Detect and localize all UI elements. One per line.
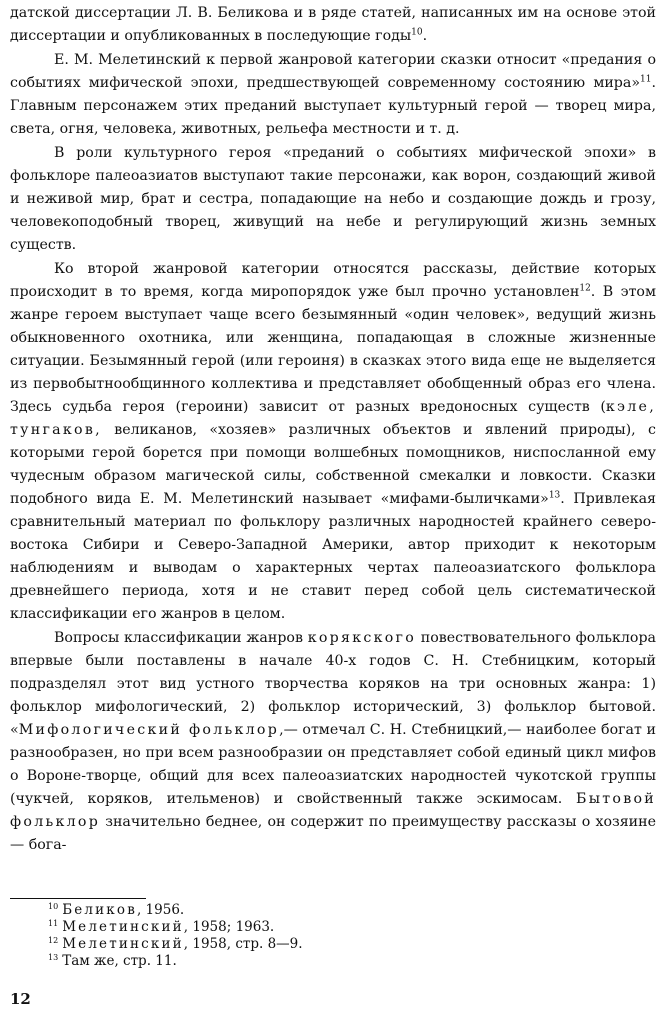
footnote-text: , 1958; 1963. bbox=[183, 919, 275, 935]
footnote-divider bbox=[10, 898, 146, 899]
footnote-ref: 13 bbox=[548, 490, 561, 501]
paragraph bbox=[10, 627, 656, 857]
paragraph bbox=[10, 2, 656, 48]
text-run: Е. М. Мелетинский к первой жанровой категории сказки относит «предания о событиях мифической эпохи, предшествующей современному состоянию мира» bbox=[10, 52, 656, 91]
text-run: . Привлекая сравнительный материал по фольклору различных народностей крайнего северо-востока Сибири и Северо-Западной Америки, автор приходит к некоторым наблюдениям и выводам о характерных чертах палеоазиатского фольклора древнейшего периода, хотя и не ставит перед собой цель систематической классификации его жанров в целом. bbox=[10, 491, 656, 622]
spaced-emphasis: Мифологический фольклор bbox=[18, 722, 280, 738]
text-run: Вопросы классификации жанров bbox=[54, 630, 308, 646]
text-run: Ко второй жанровой категории относятся рассказы, действие которых происходит в то время, когда миропорядок уже был прочно установлен bbox=[10, 261, 656, 300]
text-run: . bbox=[422, 28, 428, 44]
footnote bbox=[48, 936, 648, 953]
text-run: . В этом жанре героем выступает чаще всего безымянный «один человек», ведущий жизнь обыкновенного охотника, или женщина, попадающая в сложные жизненные ситуации. Безымянный герой (или героиня) в сказках этого вида еще не выделяется из первобытнообщинного коллектива и представляет обобщенный образ его члена. Здесь судьба героя (героини) зависит от разных вредоносных существ ( bbox=[10, 284, 657, 415]
text-run: датской диссертации Л. В. Беликова и в ряде статей, написанных им на основе этой диссертации и опубликованных в последующие годы bbox=[10, 5, 656, 44]
footnote-number: 11 bbox=[48, 918, 59, 928]
page-number: 12 bbox=[10, 990, 31, 1008]
text-run: . Главным персонажем этих преданий выступает культурный герой — творец мира, света, огня, человека, животных, рельефа местности и т. д. bbox=[10, 75, 656, 137]
footnote bbox=[48, 919, 648, 936]
footnote-author: Мелетинский bbox=[62, 936, 184, 952]
spaced-emphasis: Бытовой фольклор bbox=[10, 791, 656, 830]
footnote-text: , 1956. bbox=[136, 902, 185, 918]
paragraph bbox=[10, 142, 656, 257]
footnote-ref: 12 bbox=[579, 283, 591, 294]
text-run: В роли культурного героя «преданий о событиях мифической эпохи» в фольклоре палеоазиатов выступают такие персонажи, как ворон, создающий живой и неживой мир, брат и сестра, попадающие на небо и создающие дождь и грозу, человекоподобный творец, живущий на небе и регулирующий жизнь земных существ. bbox=[10, 145, 656, 253]
text-run: значительно беднее, он содержит по преимуществу рассказы о хозяине — бога- bbox=[10, 814, 656, 853]
spaced-emphasis: корякского bbox=[307, 630, 417, 646]
footnote-author: Беликов bbox=[62, 902, 137, 918]
footnotes bbox=[48, 902, 648, 970]
spaced-emphasis: кэле, тунгаков, bbox=[10, 399, 656, 438]
footnote-number: 10 bbox=[48, 901, 59, 911]
text-run: повествовательного фольклора впервые были поставлены в начале 40-х годов С. Н. Стебницким, который подразделял этот вид устного творчества коряков на три основных жанра: 1) фольклор мифологический, 2) фольклор исторический, 3) фольклор бытовой. « bbox=[10, 630, 656, 738]
paragraph bbox=[10, 258, 656, 626]
main-text bbox=[10, 2, 656, 857]
footnote bbox=[48, 953, 648, 970]
text-run: ,— отмечал С. Н. Стебницкий,— наиболее богат и разнообразен, но при всем разнообразии он представляет собой единый цикл мифов о Вороне-творце, общий для всех палеоазиатских народностей чукотской группы (чукчей, коряков, ительменов) и свойственный также эскимосам. bbox=[10, 722, 656, 807]
footnote-number: 12 bbox=[48, 935, 59, 945]
footnote-text: Там же, стр. 11. bbox=[62, 953, 177, 969]
footnote-ref: 11 bbox=[640, 74, 652, 85]
footnote-number: 13 bbox=[48, 952, 59, 962]
footnote bbox=[48, 902, 648, 919]
text-run: великанов, «хозяев» различных объектов и явлений природы), с которыми герой борется при помощи волшебных помощников, ниспосланной ему чудесным образом магической силы, собственной смекалки и ловкости. Сказки подобного вида Е. М. Мелетинский называет «мифами-быличками» bbox=[10, 422, 656, 507]
paragraph bbox=[10, 49, 656, 141]
footnote-author: Мелетинский bbox=[62, 919, 184, 935]
footnote-text: , 1958, стр. 8—9. bbox=[183, 936, 303, 952]
footnote-ref: 10 bbox=[411, 27, 423, 38]
